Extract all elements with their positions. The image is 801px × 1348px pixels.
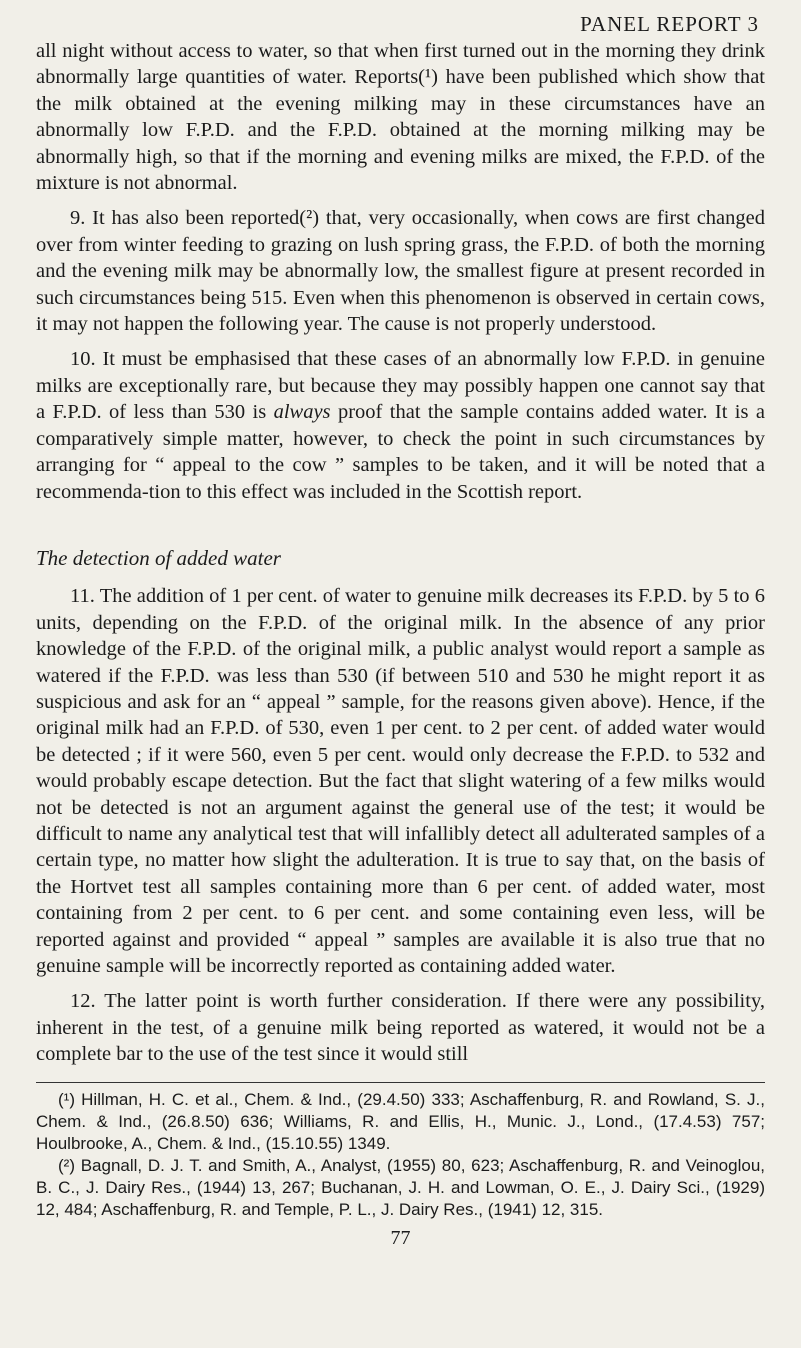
footnote-divider [36, 1082, 765, 1083]
paragraph-10-part-b: proof that the sample contains added water. It is a comparatively simple matter, however, to check the point in such circumstances by arranging for “ appeal to the cow ” samples to be taken, and it will be noted that a recommenda-tion to this effect was included in the Scottish report. [36, 401, 765, 503]
body-text [36, 38, 765, 1068]
footnotes [36, 1089, 765, 1221]
section-title: The detection of added water [36, 545, 281, 570]
running-head: PANEL REPORT 3 [580, 12, 759, 36]
paragraph-9: 9. It has also been reported(²) that, very occasionally, when cows are first changed over from winter feeding to grazing on lush spring grass, the F.P.D. of both the morning and the evening milk may be abnormally low, the smallest figure at present recorded in such circumstances being 515. Even when this phenomenon is observed in certain cows, it may not happen the following year. The cause is not properly understood. [36, 207, 765, 336]
paragraph-11: 11. The addition of 1 per cent. of water to genuine milk decreases its F.P.D. by 5 to 6 units, depending on the F.P.D. of the original milk. In the absence of any prior knowledge of the F.P.D. of the original milk, a public analyst would report a sample as watered if the F.P.D. was less than 530 (if between 510 and 530 he might report it as suspicious and ask for an “ appeal ” sample, for the reasons given above). Hence, if the original milk had an F.P.D. of 530, even 1 per cent. to 2 per cent. of added water would be detected ; if it were 560, even 5 per cent. would only decrease the F.P.D. to 532 and would probably escape detection. But the fact that slight watering of a few milks would not be detected is not an argument against the general use of the test; it would be difficult to name any analytical test that will infallibly detect all adulterated samples of a certain type, no matter how slight the adulteration. It is true to say that, on the basis of the Hortvet test all samples containing more than 6 per cent. of added water, most containing from 2 per cent. to 6 per cent. and some containing even less, will be reported against and provided “ appeal ” samples are available it is also true that no genuine sample will be incorrectly reported as containing added water. [36, 585, 765, 977]
page-number: 77 [390, 1226, 411, 1249]
emphasis-always: always [273, 401, 331, 424]
footnote-2: (²) Bagnall, D. J. T. and Smith, A., Analyst, (1955) 80, 623; Aschaffenburg, R. and Veinoglou, B. C., J. Dairy Res., (1944) 13, 267; Buchanan, J. H. and Lowman, O. E., J. Dairy Sci., (1929) 12, 484; Aschaffenburg, R. and Temple, P. L., J. Dairy Res., (1941) 12, 315. [36, 1155, 765, 1219]
paragraph-12: 12. The latter point is worth further consideration. If there were any possibility, inherent in the test, of a genuine milk being reported as watered, it would not be a complete bar to the use of the test since it would still [36, 990, 765, 1066]
paragraph-10-part-a: 10. It must be emphasised that these cases of an abnormally low F.P.D. in genuine milks are exceptionally rare, but because they may possibly happen one cannot say that a F.P.D. of less than 530 is [36, 348, 765, 424]
footnote-1: (¹) Hillman, H. C. et al., Chem. & Ind., (29.4.50) 333; Aschaffenburg, R. and Rowland, S. J., Chem. & Ind., (26.8.50) 636; Williams, R. and Ellis, H., Munic. J., Lond., (17.4.53) 757; Houlbrooke, A., Chem. & Ind., (15.10.55) 1349. [36, 1089, 765, 1153]
paragraph-continued: all night without access to water, so that when first turned out in the morning they drink abnormally large quantities of water. Reports(¹) have been published which show that the milk obtained at the evening milking may in these circumstances have an abnormally low F.P.D. and the F.P.D. obtained at the morning milking may be abnormally high, so that if the morning and evening milks are mixed, the F.P.D. of the mixture is not abnormal. [36, 40, 765, 195]
paragraph-10 [36, 346, 765, 504]
